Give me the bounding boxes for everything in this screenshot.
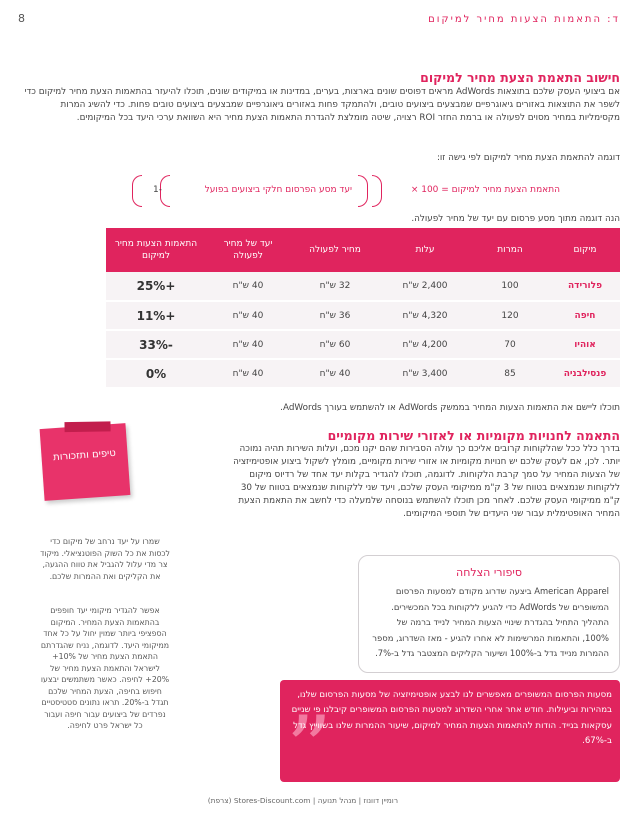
formula-right: -1 xyxy=(153,185,162,195)
cell-cost: 4,320 ש"ח xyxy=(380,301,470,330)
tips-label: טיפים ותזכורות xyxy=(52,447,117,464)
cell-location: פלורידה xyxy=(550,272,620,301)
table-row xyxy=(106,359,620,388)
cell-cpa: 60 ש"ח xyxy=(290,330,380,359)
cpa-table xyxy=(106,228,620,389)
table-after-text: תוכלו ליישם את התאמות הצעות המחיר בממשק AdWords או להשתמש בעורך AdWords. xyxy=(280,403,620,413)
col-location: מיקום xyxy=(550,228,620,272)
success-body: American Apparel ביצעה שדרוג מקודם למסעות הפרסום המשופרים של AdWords כדי להגיע ללקוחות בכל המכשירים. התהליך התחיל בהגדרת שינויי הצעות המחיר לנייד ברמה של 100%, והתאמות המרשימות לא אחרו להגיע - מאז השדרוג, מספר ההמרות מנייד גדל ב-100% ושיעור הקליקים המצטבר גדל ב-7%. xyxy=(372,586,609,658)
formula-mid: יעד מסע הפרסום חלקי ביצועים בפועל xyxy=(204,185,352,195)
section1-title: חישוב התאמת הצעת מחיר למיקום xyxy=(420,70,620,85)
formula-intro: דוגמה להתאמת הצעת מחיר למיקום לפי גישה זו: xyxy=(436,153,620,163)
cell-cost: 2,400 ש"ח xyxy=(380,272,470,301)
cell-conversions: 70 xyxy=(470,330,550,359)
quote-mark-icon: ” xyxy=(286,697,333,782)
tip-1: שמרו על יעד נרחב של מיקום כדי לכסות את כל השוק הפוטנציאלי. מיקוד צר מדי עלול להגביל את טווח ההגעה, את הקליקים ואת ההמרות שלכם. xyxy=(40,537,170,581)
page-number: 8 xyxy=(18,12,25,25)
cell-cost: 4,200 ש"ח xyxy=(380,330,470,359)
cell-target: 40 ש"ח xyxy=(206,301,290,330)
col-target: יעד של מחיר לפעולה xyxy=(206,228,290,272)
quote-attribution: רומיין דוונוז | מנהל תנועה | Stores-Discount.com (צרפת) xyxy=(207,796,398,805)
cell-location: פנסילבניה xyxy=(550,359,620,388)
col-cpa: מחיר לפעולה xyxy=(290,228,380,272)
formula xyxy=(130,175,560,209)
col-cost: עלות xyxy=(380,228,470,272)
table-header-row xyxy=(106,228,620,272)
success-story-box xyxy=(358,555,620,673)
cell-cpa: 40 ש"ח xyxy=(290,359,380,388)
tips-sticky-note xyxy=(40,423,131,501)
cell-location: אוהיו xyxy=(550,330,620,359)
quote-banner xyxy=(280,680,620,782)
table-row xyxy=(106,301,620,330)
cell-target: 40 ש"ח xyxy=(206,330,290,359)
cell-adjustment: 0% xyxy=(106,359,206,388)
col-conversions: המרות xyxy=(470,228,550,272)
section1-paragraph: אם ביצועי העסק שלכם בתוצאות AdWords מראים דפוסים שונים בארצות, בערים, במדינות או במיקודים שונים, תוכלו להיעזר בהתאמות הצעת מחיר למיקום כדי לשפר את התוצאות באזורים גיאוגרפיים שמבצעים ביצועים טובים, ולהתמקד פחות באזורים גיאוגרפיים שמבצעים ביצועים טובים פחות. כדי להשיג המרות מקסימליות במחיר מסוים לפעולה או ברמת החזר ROI רצויה, שיטה מומלצת להגדרת התאמות הצעת מחיר היא השוואת ערכי היעד בכל המיקומים. xyxy=(24,87,620,123)
cell-adjustment: +11% xyxy=(106,301,206,330)
cell-adjustment: +25% xyxy=(106,272,206,301)
cell-adjustment: -33% xyxy=(106,330,206,359)
cell-target: 40 ש"ח xyxy=(206,272,290,301)
section2-title: התאמה לחנויות מקומיות או לאזורי שירות מקומיים xyxy=(327,428,620,443)
cell-location: חיפה xyxy=(550,301,620,330)
header-title: ד: התאמות הצעות מחיר למיקום xyxy=(428,14,620,25)
cell-conversions: 120 xyxy=(470,301,550,330)
formula-left: התאמת הצעת מחיר למיקום = 100 × xyxy=(410,185,560,195)
cell-cost: 3,400 ש"ח xyxy=(380,359,470,388)
cell-cpa: 36 ש"ח xyxy=(290,301,380,330)
cell-conversions: 85 xyxy=(470,359,550,388)
cell-conversions: 100 xyxy=(470,272,550,301)
quote-text: מסעות הפרסום המשופרים מאפשרים לנו לבצע אופטימיזציה של מסעות הפרסום שלנו, במהירות וביעילות. חודש אחר אחרי השדרוג למסעות הפרסום המשופרים קיבלנו פי שניים עסקאות בנייד. הודות להתאמות הצעות המחיר למיקום, שיעור ההמרות שלנו בשווייץ גדל ב-67%. xyxy=(291,690,612,746)
formula-open-paren xyxy=(372,175,382,207)
table-intro: הנה דוגמה מתוך מסע פרסום עם יעד של מחיר לפעולה. xyxy=(411,214,620,224)
table-row xyxy=(106,272,620,301)
cell-target: 40 ש"ח xyxy=(206,359,290,388)
col-adjustment: התאמות הצעות מחיר למיקום xyxy=(106,228,206,272)
table-row xyxy=(106,330,620,359)
cell-cpa: 32 ש"ח xyxy=(290,272,380,301)
tip-2: אפשר להגדיר מיקומי יעד חופפים בהתאמות הצעת המחיר. המיקום הספציפי ביותר שמוין יחול על כל אחד ממיקומי היעד. לדוגמה, נניח שהגדרתם התאמת הצעת מחיר של 10%+ לישראל והתאמת הצעת מחיר של 20%+ לחיפה. כאשר משתמשים יבצעו חיפוש בחיפה, הצעת המחיר שלכם תגדל ב-20%. תראו נתונים סטטיסטיים נפרדים של ביצועים עבור חיפה ועבור כל ישראל פרט לחיפה. xyxy=(40,606,170,730)
section2-paragraph: בדרך כלל ככל שהלקוחות קרובים אליכם כך עולה הסבירות שהם יקנו מכם, ועלות השירות תהיה נמוכה יותר. לכן, אם לעסק שלכם יש חנויות מקומיות או אזורי שירות מקומיים, מומלץ לשקול ביצוע אופטימיזציה של הצעות המחיר על סמך קרבת הלקוחות. לדוגמה, תוכלו להגדיר בקלות יעד אחד של רדיוס מיקום ללקוחות שנמצאים בטווח של 3 ק"מ ממיקומי העסק שלכם, ויעד שני ללקוחות שנמצאים בטווח של 30 ק"מ ממיקומי העסק שלכם. לאחר מכן תוכלו להשתמש בנוסחה שלמעלה כדי לחשב את התאמת הצעת המחיר האופטימלית עבור שני היעדים של תוספי המיקומים. xyxy=(233,444,620,519)
formula-inner-open-paren xyxy=(358,175,368,207)
formula-close-paren xyxy=(132,175,142,207)
success-title: סיפורי הצלחה xyxy=(456,566,522,579)
